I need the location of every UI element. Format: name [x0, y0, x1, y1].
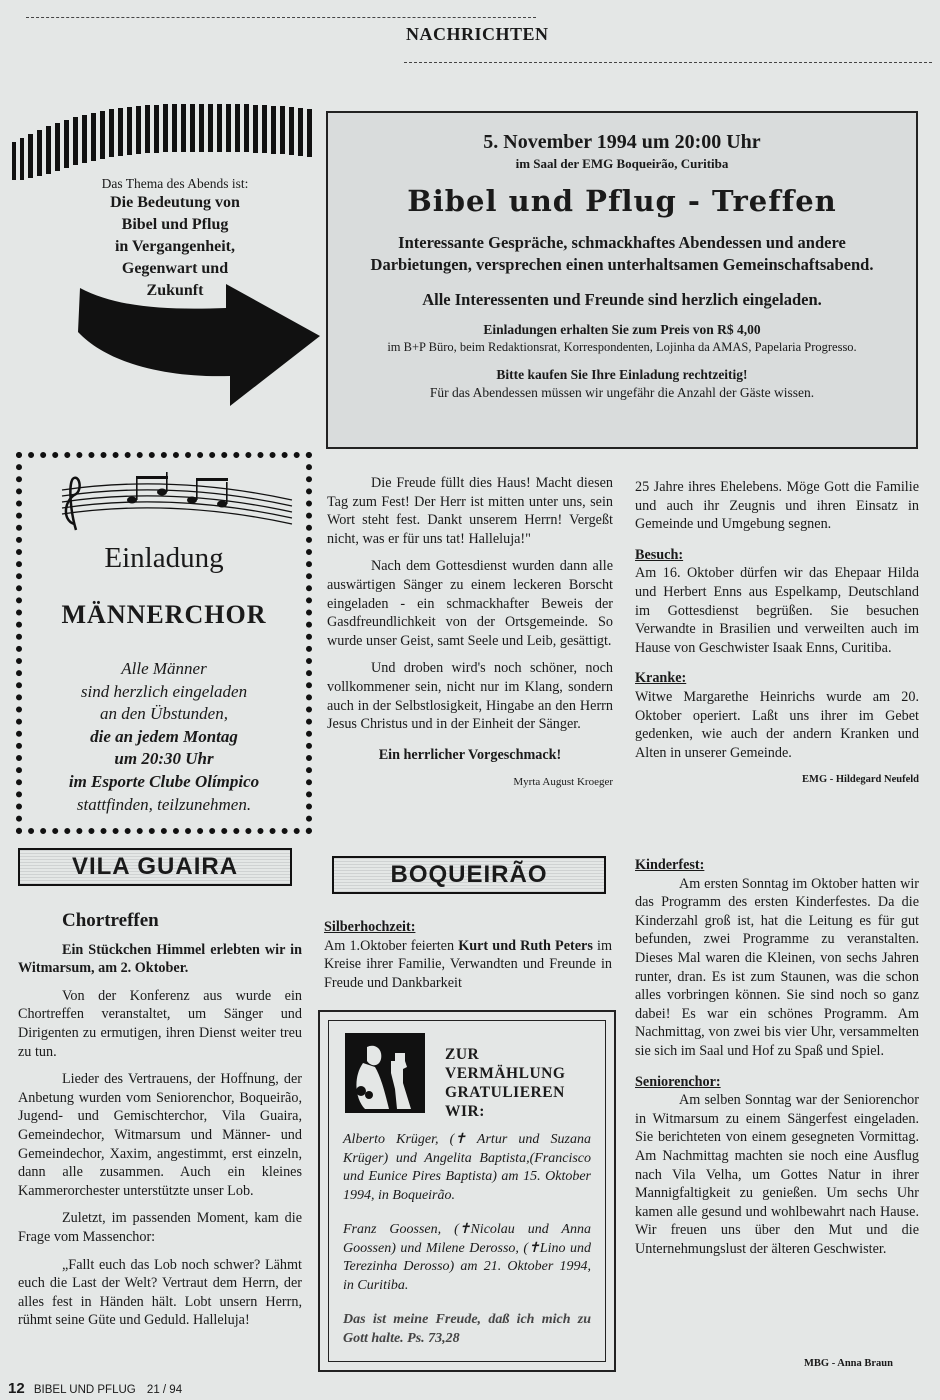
silver-wedding-heading: Silberhochzeit: [324, 919, 416, 935]
wedding-congratulations-box [318, 1010, 616, 1372]
choir-line: stattfinden, teilzunehmen. [76, 794, 252, 814]
silver-wedding-notice [324, 918, 612, 1001]
choir-title: Einladung [104, 542, 224, 574]
vila-guaira-article [18, 912, 302, 1339]
author-credit: MBG - Anna Braun [804, 1358, 893, 1369]
music-notes-icon [52, 470, 302, 534]
event-venue: im Saal der EMG Boqueirão, Curitiba [515, 156, 729, 171]
wedding-box-inner [328, 1020, 606, 1362]
couple-names: Kurt und Ruth Peters [458, 937, 593, 954]
heading-line: ZUR [445, 1046, 480, 1063]
article-paragraph: Und droben wird's noch schöner, noch vollkommener sein, nicht nur im Klang, sondern auch in der Selbstlosigkeit, Hingabe an den Herrn Jesus Christus und in der Einheit der Sänger. [327, 660, 613, 733]
event-date: 5. November 1994 um 20:00 Uhr [483, 131, 761, 153]
theme-line: Gegenwart und [121, 260, 229, 277]
section-title: NACHRICHTEN [406, 24, 549, 44]
wedding-couple-icon [345, 1033, 425, 1113]
author-credit: EMG - Hildegard Neufeld [802, 774, 919, 786]
childrens-festival-heading: Kinderfest: [635, 857, 705, 873]
senior-choir-heading: Seniorenchor: [635, 1073, 721, 1090]
article-lead: Ein Stückchen Himmel erlebten wir in Witmarsum, am 2. Oktober. [18, 941, 302, 977]
heading-line: VERMÄHLUNG [445, 1065, 566, 1082]
evening-theme [70, 176, 280, 302]
article-closing: Ein herrlicher Vorgeschmack! [378, 746, 562, 763]
article-paragraph: Die Freude füllt dies Haus! Macht diesen Tag zum Fest! Der Herr ist mitten unter uns, sein Wort steht fest. Dankt unserem Herrn! Vergeßt nicht, was er für uns tat! Halleluja!" [327, 475, 613, 547]
sick-heading: Kranke: [635, 670, 687, 687]
right-column-bottom [635, 856, 919, 1267]
arrow-right-icon [78, 284, 320, 406]
theme-line: Bibel und Pflug [121, 216, 229, 233]
choir-line: Alle Männer [121, 659, 207, 678]
theme-intro: Das Thema des Abends ist: [101, 176, 249, 191]
issue-number: 21 / 94 [146, 1384, 183, 1396]
choir-line: um 20:30 Uhr [114, 749, 214, 769]
header-rule-bottom [404, 62, 932, 63]
article-paragraph: „Fallt euch das Lob noch schwer? Lähmt euch die Last der Welt? Vertraut dem Herrn, der alles fest in Händen hält. Lobt unsern Herrn, rühmt seine Güte und Geduld. Halleluja! [18, 1256, 302, 1329]
choir-line: die an jedem Montag [90, 726, 238, 746]
page-footer [8, 1380, 182, 1397]
event-invite: Alle Interessenten und Freunde sind herzlich eingeladen. [422, 290, 822, 309]
choir-subtitle: MÄNNERCHOR [61, 600, 267, 629]
silver-wedding-text [324, 937, 612, 993]
wedding-couple-2: Franz Goossen, (✝Nicolau und Anna Goossen) und Milene Derosso, (✝Lino und Terezinha Derosso) am 21. Oktober 1994, in Curitiba. [343, 1222, 591, 1293]
choir-line: im Esporte Clube Olímpico [68, 771, 260, 791]
heading-line: WIR: [445, 1103, 485, 1120]
heading-line: GRATULIEREN [445, 1084, 565, 1101]
theme-line: Die Bedeutung von [110, 194, 240, 211]
right-column-top [635, 478, 919, 800]
middle-column [327, 474, 613, 801]
choir-invitation-box [16, 452, 312, 834]
event-sales-points: im B+P Büro, beim Redaktionsrat, Korrespondenten, Lojinha da AMAS, Papelaria Progresso. [387, 340, 857, 354]
vila-guaira-banner: VILA GUAIRA [18, 848, 292, 886]
magazine-name: BIBEL UND PFLUG [33, 1384, 136, 1396]
article-heading: Chortreffen [62, 910, 159, 931]
wedding-couple-1: Alberto Krüger, (✝ Artur und Suzana Krüger) und Angelita Baptista,(Francisco und Eunice Pires Baptista) am 15. Oktober 1994, in Boqueirão. [343, 1132, 591, 1203]
event-price: Einladungen erhalten Sie zum Preis von R$ 4,00 [483, 322, 761, 337]
page-number: 12 [8, 1380, 25, 1397]
article-paragraph: 25 Jahre ihres Ehelebens. Möge Gott die Familie und auch ihr Zeugnis und ihren Einsatz in Gemeinde und Umgebung segnen. [635, 479, 919, 533]
event-description: Interessante Gespräche, schmackhaftes Abendessen und andere Darbietungen, versprechen einen unterhaltsamen Gemeinschaftsabend. [370, 233, 874, 274]
article-paragraph: Von der Konferenz aus wurde ein Chortreffen veranstaltet, um Sänger und Dirigenten zu ermutigen, ihren Dienst weiter treu zu tun. [18, 987, 302, 1060]
event-title: Bibel und Pflug - Treffen [407, 184, 837, 218]
article-paragraph: Nach dem Gottesdienst wurden dann alle auswärtigen Sänger zu einem leckeren Borscht eingeladen - ein schmackhafter Beweis der Gasdfreundlichkeit von der Ortsgemeinde. So wurde unser Geist, samt Seele und Leib, gesättigt. [327, 558, 613, 649]
senior-choir-text: Am selben Sonntag war der Seniorenchor in Witmarsum zu einem Sängerfest eingeladen. Sie berichteten von einem gesegneten Vormittag. Am Nachmittag machten sie noch eine Ausflug nach Vila Velha, um Gottes Natur in ihrer Mannigfaltigkeit zu genießen. Um sechs Uhr kamen alle gesund und wohlbewahrt nach Hause. Wir freuen uns über den Mut und die Unternehmungslust der älteren Geschwister. [635, 1092, 919, 1257]
text-fragment: Am 1.Oktober feierten [324, 937, 459, 954]
event-buy-notice: Bitte kaufen Sie Ihre Einladung rechtzeitig! [496, 367, 748, 382]
stripe-band [12, 104, 312, 180]
article-paragraph: Zuletzt, im passenden Moment, kam die Frage vom Massenchor: [18, 1210, 302, 1245]
wedding-bible-verse: Das ist meine Freude, daß ich mich zu Gott halte. Ps. 73,28 [343, 1312, 591, 1346]
theme-line: Zukunft [146, 282, 204, 299]
event-guests-notice: Für das Abendessen müssen wir ungefähr die Anzahl der Gäste wissen. [429, 385, 815, 400]
sick-text: Witwe Margarethe Heinrichs wurde am 20. Oktober operiert. Laßt uns ihrer im Gebet gedenken, wie auch der andern Kranken und Alten in unserer Gemeinde. [635, 688, 919, 761]
choir-line: an den Übstunden, [100, 704, 228, 724]
visit-text: Am 16. Oktober dürfen wir das Ehepaar Hilda und Herbert Enns aus Espelkamp, Deutschland im Gottesdienst begrüßen. Sie besuchen Verwandte in Brasilien und verweilten auch im Hause von Geschwister Isaak Enns, Curitiba. [635, 565, 919, 656]
childrens-festival-text: Am ersten Sonntag im Oktober hatten wir das Programm des ersten Kinderfestes. Da die Kinderzahl groß ist, hat die Leitung es für gut befunden, zwei Programme zu veranstalten. Dieses Mal waren die Kleinen, von sechs Jahren runter, dran. Es ist zum Staunen, was die schon alles vorbringen können. Sie sind noch so ganz dabei! Es war ein schönes Programm. Am Nachmittag, von zwei bis vier Uhr, versammelten sie sich im Saal und Hof zu Spaß und Spiel. [635, 875, 919, 1059]
choir-invitation-text [22, 658, 306, 816]
article-paragraph: Lieder des Vertrauens, der Hoffnung, der Anbetung wurden vom Seniorenchor, Boqueirão, Jugend- und Gemischterchor, Vila Guaira, Gemeindechor, Witmarsum und Männer- und Gemeindechor, Xaxim, angestimmt, erst einzeln, dann alle zusammen. Auch ein kleines Kammerorchester unterstützte unser Lob. [18, 1071, 302, 1199]
wedding-heading [445, 1045, 565, 1121]
visit-heading: Besuch: [635, 546, 684, 563]
event-announcement-box [326, 111, 918, 449]
article-author: Myrta August Kroeger [513, 776, 613, 789]
theme-line: in Vergangenheit, [114, 238, 235, 255]
text-fragment: im Kreise ihrer Familie, Verwandten und Freunde in Freude und Dankbarkeit [324, 937, 612, 991]
boqueirao-banner: BOQUEIRÃO [332, 856, 606, 894]
header-rule-top [26, 17, 536, 18]
choir-line: sind herzlich eingeladen [80, 681, 248, 701]
